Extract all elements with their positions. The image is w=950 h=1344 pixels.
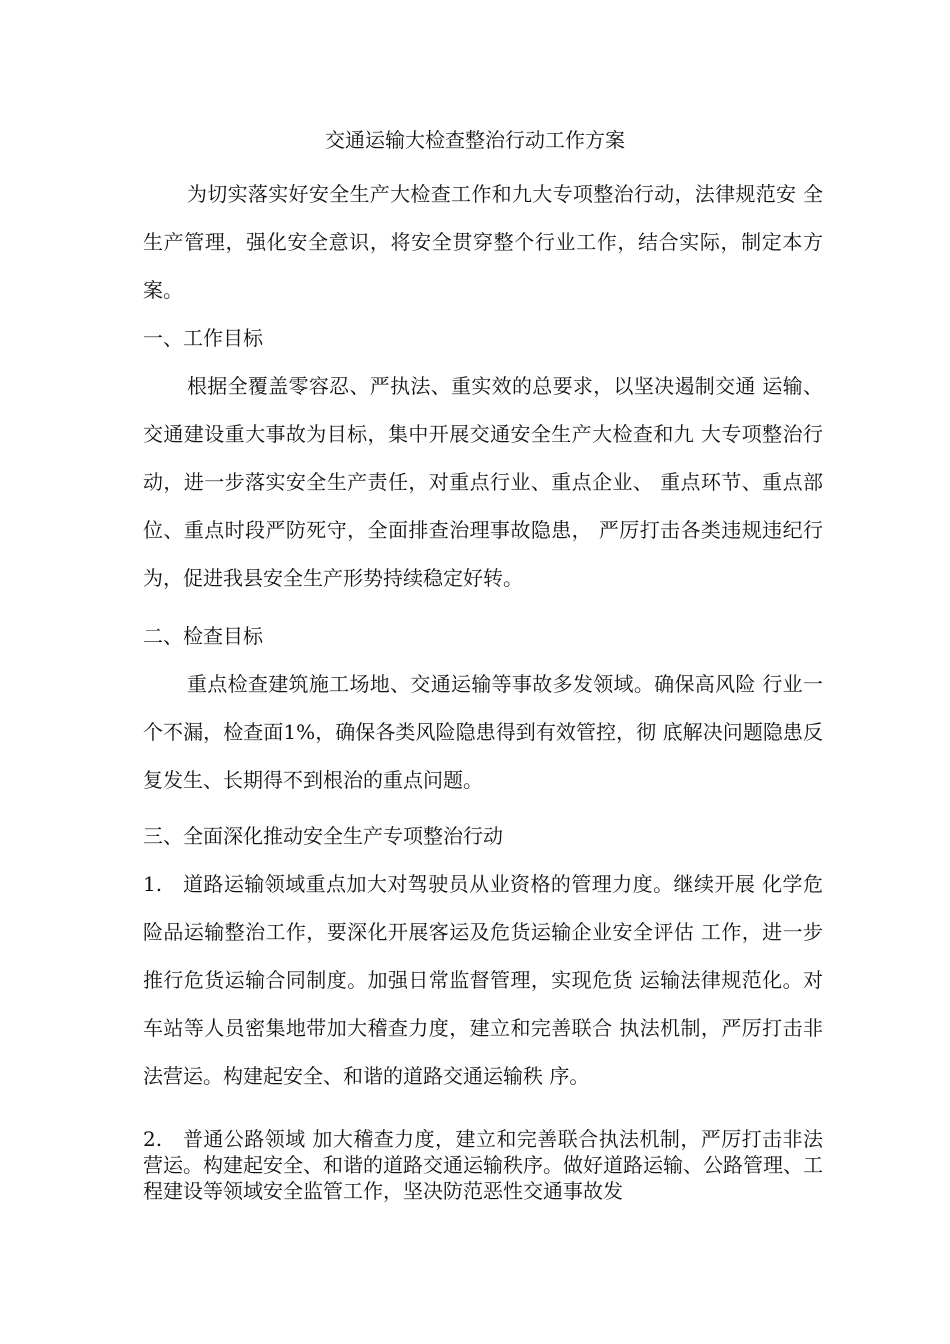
section-heading-inspection: 二、检查目标: [143, 624, 263, 648]
section-body-goals: 根据全覆盖零容忍、严执法、重实效的总要求，以坚决遏制交通 运输、交通建设重大事故为目标，集中开展交通安全生产大检查和九 大专项整治行动，进一步落实安全生产责任，对重点行业、重点企业、 重点环节、重点部位、重点时段严防死守，全面排查治理事故隐患， 严厉打击各类违规违纪行为，促进我县安全生产形势持续稳定好转。: [143, 374, 823, 590]
list-item-highway: 2. 普通公路领域 加大稽查力度，建立和完善联合执法机制，严厉打击非法营运。构建起安全、和谐的道路交通运输秩序。做好道路运输、公路管理、工程建设等领域安全监管工作，坚决防范恶性交通事故发: [143, 1127, 823, 1203]
section-heading-rectification: 三、全面深化推动安全生产专项整治行动: [143, 824, 503, 848]
section-heading-goals: 一、工作目标: [143, 326, 263, 350]
list-item-road-transport: 1. 道路运输领域重点加大对驾驶员从业资格的管理力度。继续开展 化学危险品运输整治工作，要深化开展客运及危货运输企业安全评估 工作，进一步推行危货运输合同制度。加强日常监督管理，实现危货 运输法律规范化。对车站等人员密集地带加大稽查力度，建立和完善联合 执法机制，严厉打击非法营运。构建起安全、和谐的道路交通运输秩 序。: [143, 872, 823, 1088]
document-title: 交通运输大检查整治行动工作方案: [325, 128, 625, 152]
intro-paragraph: 为切实落实好安全生产大检查工作和九大专项整治行动，法律规范安 全生产管理，强化安全意识，将安全贯穿整个行业工作，结合实际，制定本方案。: [143, 182, 823, 302]
section-body-inspection: 重点检查建筑施工场地、交通运输等事故多发领域。确保高风险 行业一个不漏，检查面1%，确保各类风险隐患得到有效管控，彻 底解决问题隐患反复发生、长期得不到根治的重点问题。: [143, 672, 823, 792]
